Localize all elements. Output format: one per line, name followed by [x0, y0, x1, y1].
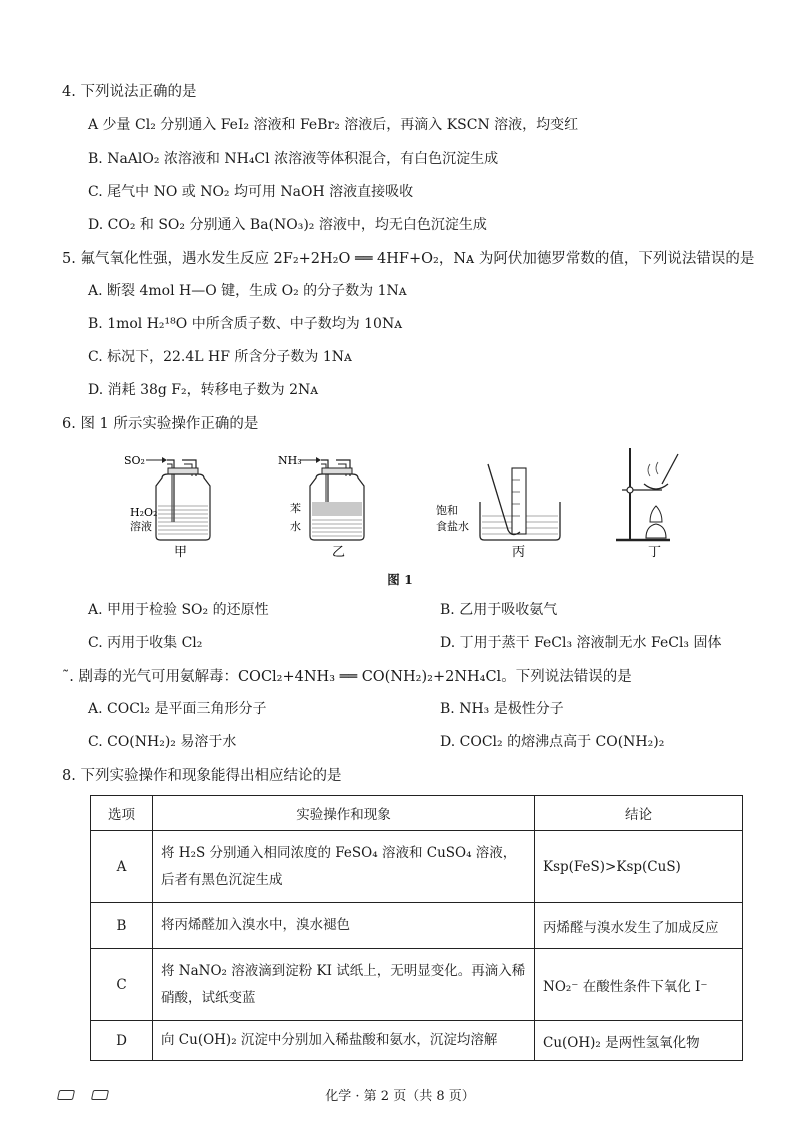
- question-7-option-c: C. CO(NH₂)₂ 易溶于水: [88, 734, 237, 750]
- apparatus-yi: [278, 454, 364, 558]
- table-header-row: [91, 796, 743, 831]
- question-6-title: 6. 图 1 所示实验操作正确的是: [62, 416, 259, 432]
- jia-gas-label: SO₂: [124, 454, 145, 467]
- table-cell-conclusion: 丙烯醛与溴水发生了加成反应: [535, 903, 743, 949]
- table-cell-option: A: [91, 831, 153, 903]
- table-row: [91, 831, 743, 903]
- table-header-operation: 实验操作和现象: [153, 796, 535, 831]
- experiment-table: [90, 795, 743, 1061]
- question-6-option-b: B. 乙用于吸收氨气: [440, 602, 558, 618]
- jia-liquid-label-1: H₂O₂: [130, 506, 158, 519]
- apparatus-ding: [616, 448, 678, 558]
- question-5-option-b: B. 1mol H₂¹⁸O 中所含质子数、中子数均为 10Nᴀ: [88, 316, 403, 332]
- question-4-option-c: C. 尾气中 NO 或 NO₂ 均可用 NaOH 溶液直接吸收: [88, 184, 414, 200]
- table-row: [91, 949, 743, 1021]
- table-header-option: 选项: [91, 796, 153, 831]
- bing-name: 丙: [512, 545, 526, 558]
- jia-liquid-label-2: 溶液: [130, 520, 152, 533]
- question-7-title: ˜. 剧毒的光气可用氨解毒：COCl₂+4NH₃ ══ CO(NH₂)₂+2NH₄Cl。下列说法错误的是: [62, 669, 632, 685]
- question-4-option-a: A 少量 Cl₂ 分别通入 FeI₂ 溶液和 FeBr₂ 溶液后，再滴入 KSCN 溶液，均变红: [88, 117, 579, 133]
- table-cell-operation: 将丙烯醛加入溴水中，溴水褪色: [153, 903, 535, 949]
- table-cell-option: C: [91, 949, 153, 1021]
- question-4-option-b: B. NaAlO₂ 浓溶液和 NH₄Cl 浓溶液等体积混合，有白色沉淀生成: [88, 151, 499, 167]
- question-4-title: 4. 下列说法正确的是: [62, 84, 197, 100]
- question-5-title: 5. 氟气氧化性强，遇水发生反应 2F₂+2H₂O ══ 4HF+O₂，Nᴀ 为阿伏加德罗常数的值，下列说法错误的是: [62, 251, 755, 267]
- question-5-option-c: C. 标况下，22.4L HF 所含分子数为 1Nᴀ: [88, 349, 352, 365]
- question-7-option-a: A. COCl₂ 是平面三角形分子: [88, 701, 267, 717]
- question-6-option-d: D. 丁用于蒸干 FeCl₃ 溶液制无水 FeCl₃ 固体: [440, 635, 722, 651]
- table-cell-operation: 将 NaNO₂ 溶液滴到淀粉 KI 试纸上，无明显变化。再滴入稀硝酸，试纸变蓝: [153, 949, 535, 1021]
- yi-layer-label-2: 水: [290, 520, 301, 533]
- jia-name: 甲: [174, 545, 188, 558]
- ding-name: 丁: [648, 545, 662, 558]
- question-6-option-a: A. 甲用于检验 SO₂ 的还原性: [88, 602, 269, 618]
- question-7-option-b: B. NH₃ 是极性分子: [440, 701, 564, 717]
- yi-name: 乙: [332, 545, 346, 558]
- question-4-option-d: D. CO₂ 和 SO₂ 分别通入 Ba(NO₃)₂ 溶液中，均无白色沉淀生成: [88, 217, 487, 233]
- table-row: [91, 903, 743, 949]
- figure-1-caption: 图 1: [387, 572, 413, 587]
- table-row: [91, 1021, 743, 1061]
- page-footer: 化学 · 第 2 页（共 8 页）: [325, 1089, 475, 1104]
- table-cell-conclusion: NO₂⁻ 在酸性条件下氧化 I⁻: [535, 949, 743, 1021]
- apparatus-jia: [124, 454, 210, 558]
- yi-layer-label-1: 苯: [290, 502, 301, 515]
- table-cell-conclusion: Ksp(FeS)>Ksp(CuS): [535, 831, 743, 903]
- question-8-title: 8. 下列实验操作和现象能得出相应结论的是: [62, 768, 342, 784]
- question-7-option-d: D. COCl₂ 的熔沸点高于 CO(NH₂)₂: [440, 734, 665, 750]
- question-6-option-c: C. 丙用于收集 Cl₂: [88, 635, 203, 651]
- bing-liquid-label-2: 食盐水: [436, 520, 469, 533]
- question-5-option-d: D. 消耗 38g F₂，转移电子数为 2Nᴀ: [88, 382, 319, 398]
- yi-gas-label: NH₃: [278, 454, 302, 467]
- table-header-conclusion: 结论: [535, 796, 743, 831]
- figure-1-apparatus: [110, 440, 710, 558]
- table-cell-option: B: [91, 903, 153, 949]
- bing-liquid-label-1: 饱和: [436, 504, 458, 517]
- table-cell-operation: 向 Cu(OH)₂ 沉淀中分别加入稀盐酸和氨水，沉淀均溶解: [153, 1021, 535, 1061]
- table-cell-option: D: [91, 1021, 153, 1061]
- table-cell-operation: 将 H₂S 分别通入相同浓度的 FeSO₄ 溶液和 CuSO₄ 溶液，后者有黑色沉淀生成: [153, 831, 535, 903]
- table-cell-conclusion: Cu(OH)₂ 是两性氢氧化物: [535, 1021, 743, 1061]
- apparatus-bing: [436, 464, 560, 558]
- question-5-option-a: A. 断裂 4mol H—O 键，生成 O₂ 的分子数为 1Nᴀ: [88, 283, 407, 299]
